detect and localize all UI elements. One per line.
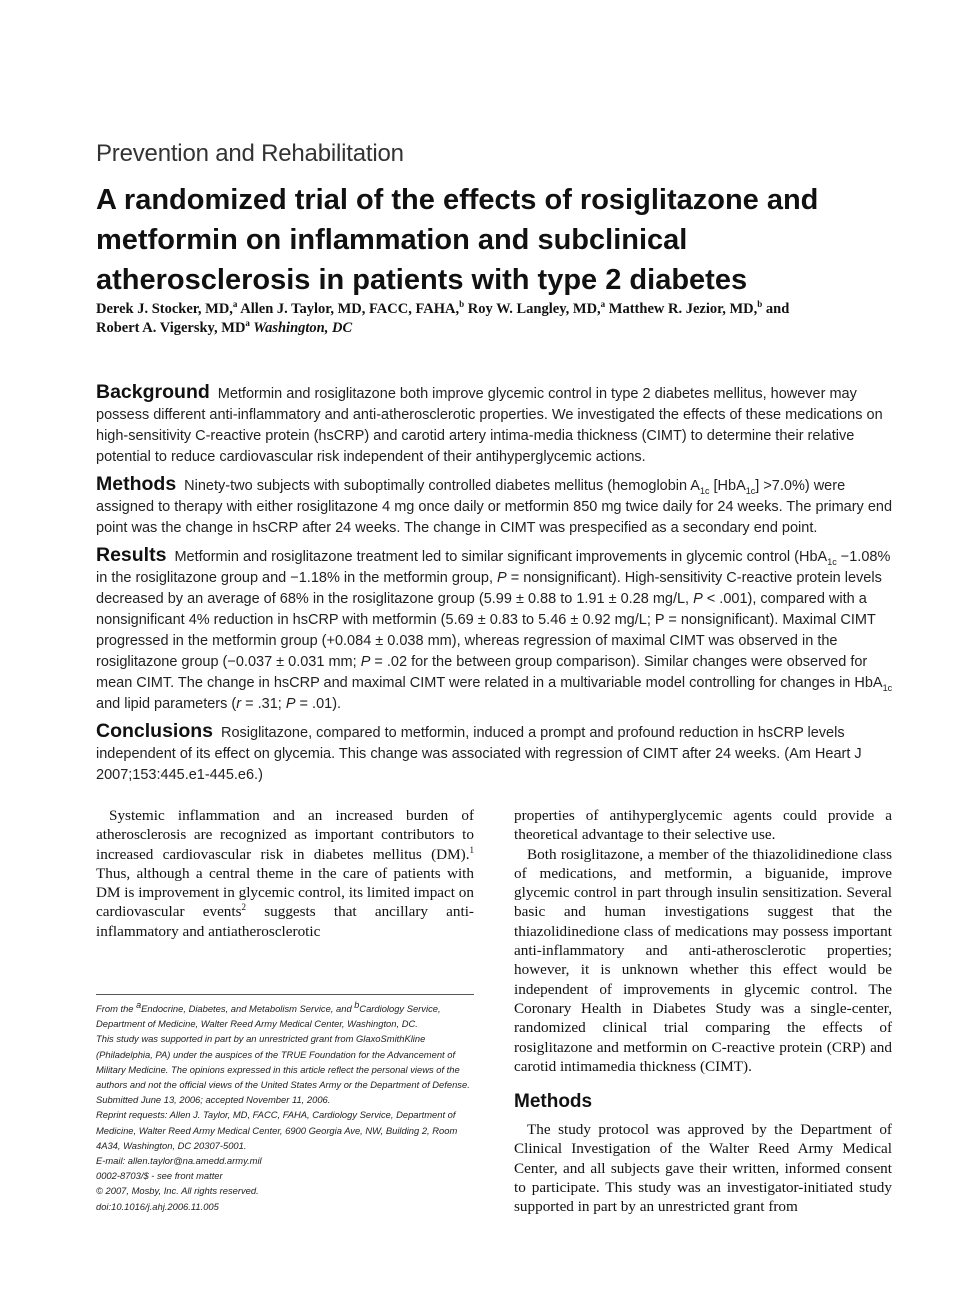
affiliation-marker: a [245,318,250,329]
affiliation-marker: a [232,299,238,310]
abstract-heading: Background [96,381,210,403]
stat-symbol: P [360,654,371,670]
author-conjunction: and [762,301,790,317]
abstract-background [96,382,893,468]
abstract-methods [96,474,893,539]
footnote-text: Cardiology Service, Department of Medicine, Walter Reed Army Medical Center, Washington, DC. [96,1003,441,1030]
abstract-heading: Results [96,544,167,566]
body-paragraph: The study protocol was approved by the Department of Clinical Investigation of the Walter Reed Army Medical Center, and all subjects gave their written, informed consent to participate. This study was an investigator-initiated study supported in part by an unrestricted grant from [514,1121,892,1216]
affiliation-marker: b [354,999,360,1010]
body-text: suggests that ancillary anti-inflammatory and antiatherosclerotic [96,903,474,940]
abstract-heading: Methods [96,473,177,495]
body-text: Thus, although a central theme in the care of patients with DM is improvement in glycemic control, its limited impact on cardiovascular events [96,864,474,921]
footnote-text: Endocrine, Diabetes, and Metabolism Service, and [141,1003,355,1014]
footnote-text: From the [96,1003,137,1014]
footnote-issn: 0002-8703/$ - see front matter [96,1170,223,1182]
reference-marker: 1 [469,844,474,855]
footnote-affiliations [96,1001,474,1031]
body-column-left [96,806,474,941]
body-column-right [514,806,892,1217]
footnotes [96,1001,474,1214]
abstract [96,382,893,792]
section-label: Prevention and Rehabilitation [96,140,404,167]
footnote-email: E-mail: allen.taylor@na.amedd.army.mil [96,1155,262,1167]
footnote-support: This study was supported in part by an unrestricted grant from GlaxoSmithKline (Philadelphia, PA) under the auspices of the TRUE Foundation for the Advancement of Military Medicine. The opinions expressed in this article reflect the personal views of the authors and not the official views of the United States Army or the Department of Defense. [96,1033,470,1091]
abstract-text: Metformin and rosiglitazone both improve glycemic control in type 2 diabetes mellitus, however may possess different anti-inflammatory and anti-atherosclerotic properties. We investigated the effects of these medications on high-sensitivity C-reactive protein (hsCRP) and carotid artery intima-media thickness (CIMT) to determine their relative potential to reduce cardiovascular risk independent of their antihyperglycemic actions. [96,386,883,465]
subscript: 1c [699,485,710,496]
author-location: Washington, DC [249,320,353,336]
author-name: Matthew R. Jezior, MD, [605,301,758,317]
abstract-text: Rosiglitazone, compared to metformin, induced a prompt and profound reduction in hsCRP levels independent of its effect on glycemia. This change was associated with regression of CIMT after 24 weeks. (Am Heart J 2007;153:445.e1-445.e6.) [96,725,862,783]
body-paragraph: Both rosiglitazone, a member of the thiazolidinedione class of medications, and metformin, a biguanide, improve glycemic control in part through insulin sensitization. Several basic and human investigations suggest that the thiazolidinedione class of medications may possess important anti-inflammatory and anti-atherosclerotic properties; however, it is unknown whether this effect would be independent of improvements in glycemic control. The Coronary Health in Diabetes Study was a single-center, randomized clinical trial comparing the effects of rosiglitazone and metformin on C-reactive protein (CRP) and carotid intimamedia thickness (CIMT). [514,845,892,1075]
abstract-text: −1.08% in the rosiglitazone group and −1.18% in the metformin group, [96,549,891,586]
author-list [96,300,886,338]
abstract-heading: Conclusions [96,720,214,742]
affiliation-marker: a [136,999,142,1010]
author-name: Roy W. Langley, MD, [464,301,601,317]
abstract-text: Ninety-two subjects with suboptimally controlled diabetes mellitus (hemoglobin A [184,478,700,494]
section-heading-methods: Methods [514,1091,593,1113]
footnote-doi: doi:10.1016/j.ahj.2006.11.005 [96,1200,219,1212]
author-name: Allen J. Taylor, MD, FACC, FAHA, [237,301,460,317]
stat-symbol: P [497,570,507,586]
article-title: A randomized trial of the effects of rosiglitazone and metformin on inflammation and subclinical atherosclerosis in patients with type 2 diabetes [96,184,819,296]
reference-marker: 2 [241,902,247,913]
abstract-text: < .001), compared with a nonsignificant 4% reduction in hsCRP with metformin (5.69 ± 0.83 to 5.46 ± 0.92 mg/L; P = nonsignificant). Maximal CIMT progressed in the metformin group (+0.084 ± 0.038 mm), whereas regression of maximal CIMT was observed in the rosiglitazone group (−0.037 ± 0.031 mm; [96,591,876,670]
abstract-text: = .02 for the between group comparison). Similar changes were observed for mean CIMT. The change in hsCRP and maximal CIMT were related in a multivariable model controlling for changes in HbA [96,654,883,691]
abstract-text: = .31; [241,696,286,712]
footnote-divider [96,994,474,995]
abstract-text: = .01). [295,696,342,712]
affiliation-marker: a [600,299,606,310]
stat-symbol: r [236,696,242,712]
footnote-copyright: © 2007, Mosby, Inc. All rights reserved. [96,1185,259,1197]
abstract-text: [HbA [709,478,746,494]
footnote-submitted: Submitted June 13, 2006; accepted November 11, 2006. [96,1094,331,1106]
body-text: Systemic inflammation and an increased burden of atherosclerosis are recognized as important contributors to increased cardiovascular risk in diabetes mellitus (DM). [96,807,474,863]
subscript: 1c [745,485,756,496]
subscript: 1c [882,682,893,693]
affiliation-marker: b [459,299,465,310]
affiliation-marker: b [757,299,763,310]
body-paragraph [96,806,474,941]
abstract-text: Metformin and rosiglitazone treatment led to similar significant improvements in glycemic control (HbA [174,549,828,565]
footnote-reprint: Reprint requests: Allen J. Taylor, MD, FACC, FAHA, Cardiology Service, Department of Medicine, Walter Reed Army Medical Center, 6900 Georgia Ave, NW, Building 2, Room 4A34, Washington, DC 20307-5001. [96,1109,458,1151]
abstract-results [96,545,893,715]
stat-symbol: P [693,591,703,607]
body-paragraph: properties of antihyperglycemic agents could provide a theoretical advantage to their selective use. [514,807,892,844]
abstract-text: ] >7.0%) were assigned to therapy with either rosiglitazone 4 mg once daily or metformin 850 mg twice daily for 24 weeks. The primary end point was the change in hsCRP after 24 weeks. The change in CIMT was prespecified as a secondary end point. [96,478,893,536]
subscript: 1c [827,556,837,567]
stat-symbol: P [285,696,296,712]
abstract-text: and lipid parameters ( [96,696,237,712]
author-name: Robert A. Vigersky, MD [96,320,246,336]
abstract-conclusions [96,721,893,786]
abstract-text: = nonsignificant). High-sensitivity C-reactive protein levels decreased by an average of 68% in the rosiglitazone group (5.99 ± 0.88 to 1.91 ± 0.28 mg/L, [96,570,882,607]
author-name: Derek J. Stocker, MD, [96,301,233,317]
